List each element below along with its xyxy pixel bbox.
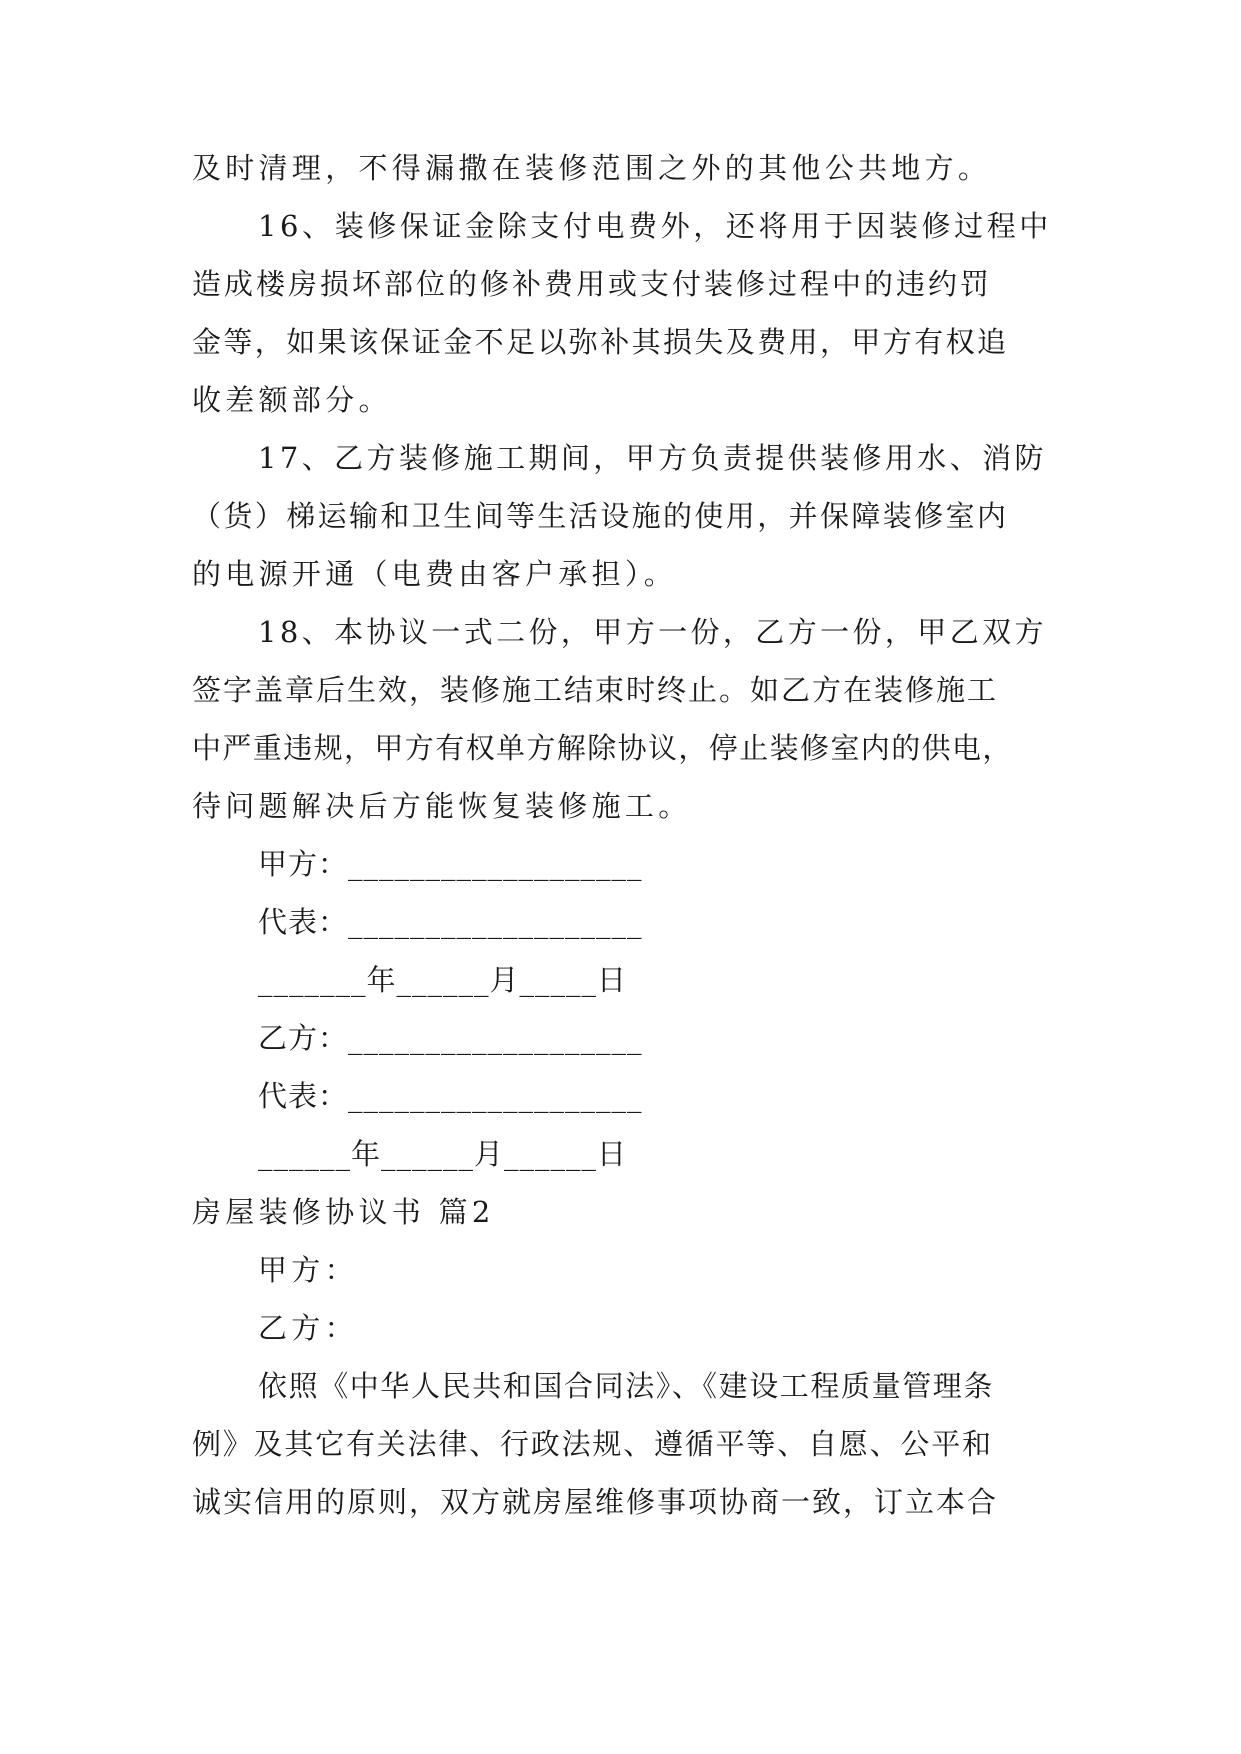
party-a-representative-line: 代表：___________________	[258, 905, 643, 939]
clause-17-line-1: 17、乙方装修施工期间，甲方负责提供装修用水、消防	[258, 441, 1047, 475]
party-a-signature-line: 甲方：___________________	[258, 847, 643, 881]
clause-18-line-1: 18、本协议一式二份，甲方一份，乙方一份，甲乙双方	[258, 615, 1047, 649]
clause-18-line-4: 待问题解决后方能恢复装修施工。	[192, 789, 692, 823]
party-a-date-line: _______年______月_____日	[258, 963, 628, 997]
clause-16-line-1: 16、装修保证金除支付电费外，还将用于因装修过程中	[258, 209, 1052, 243]
clause-18-line-2: 签字盖章后生效，装修施工结束时终止。如乙方在装修施工	[192, 673, 999, 707]
paragraph-line-continuation: 及时清理，不得漏撒在装修范围之外的其他公共地方。	[192, 151, 992, 185]
section-title: 房屋装修协议书 篇2	[192, 1195, 495, 1229]
party-b-date-line: ______年______月______日	[258, 1137, 628, 1171]
clause-16-line-3: 金等，如果该保证金不足以弥补其损失及费用，甲方有权追	[192, 325, 1009, 359]
preamble-line-3: 诚实信用的原则，双方就房屋维修事项协商一致，订立本合	[192, 1485, 999, 1519]
clause-16-line-2: 造成楼房损坏部位的修补费用或支付装修过程中的违约罚	[192, 267, 993, 301]
party-b-representative-line: 代表：___________________	[258, 1079, 643, 1113]
party-b-signature-line: 乙方：___________________	[258, 1021, 643, 1055]
party-b-label: 乙方：	[258, 1311, 358, 1345]
preamble-line-1: 依照《中华人民共和国合同法》、《建设工程质量管理条	[258, 1369, 995, 1403]
party-a-label: 甲方：	[258, 1253, 358, 1287]
clause-17-line-2: （货）梯运输和卫生间等生活设施的使用，并保障装修室内	[192, 499, 1009, 533]
preamble-line-2: 例》及其它有关法律、行政法规、遵循平等、自愿、公平和	[192, 1427, 993, 1461]
clause-16-line-4: 收差额部分。	[192, 383, 392, 417]
clause-17-line-3: 的电源开通（电费由客户承担）。	[192, 557, 678, 591]
clause-18-line-3: 中严重违规，甲方有权单方解除协议，停止装修室内的供电，	[192, 731, 1013, 765]
